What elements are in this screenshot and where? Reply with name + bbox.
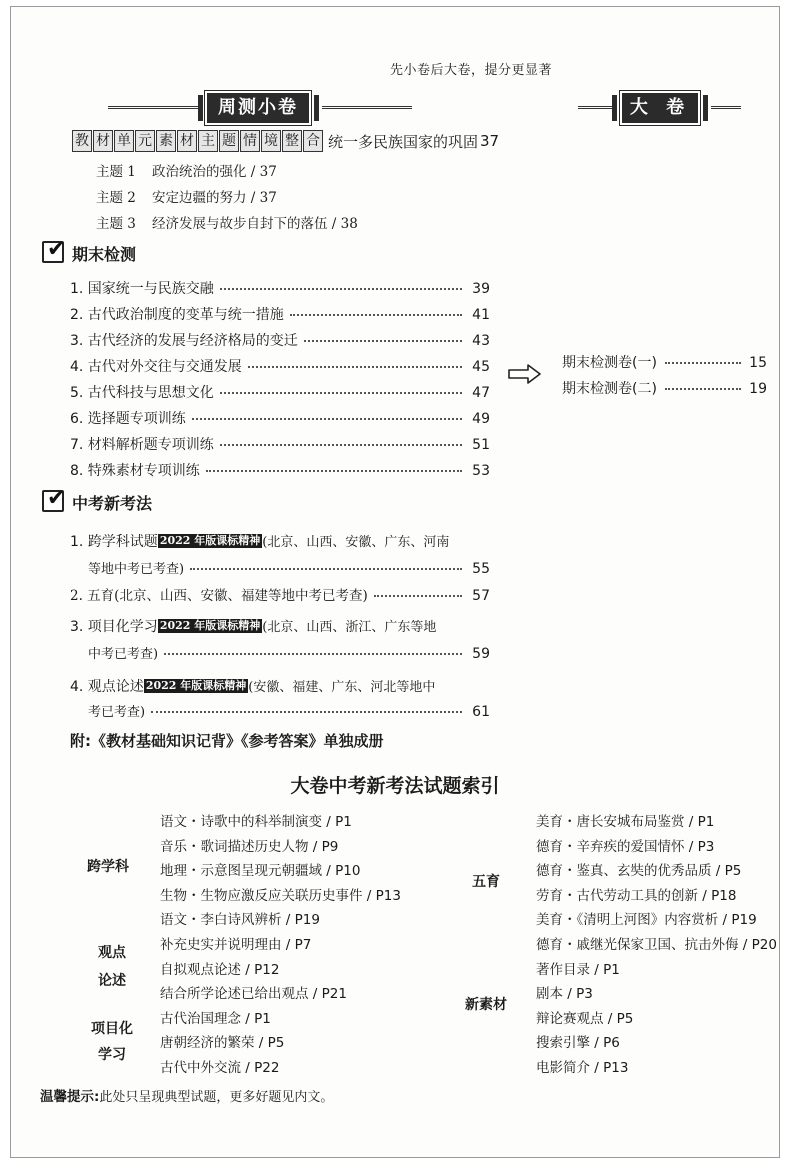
index-left-item: 语文・诗歌中的科举制演变 / P1 (160, 814, 352, 830)
checkbox-icon: ✔ (42, 241, 64, 263)
index-right-item: 美育・唐长安城布局鉴赏 / P1 (536, 814, 715, 830)
toc-item-3: 3. 古代经济的发展与经济格局的变迁 43 (70, 333, 490, 349)
index-right-item: 剧本 / P3 (536, 986, 593, 1003)
cat-project-line1: 项目化 (91, 1021, 133, 1037)
cat-viewpoint-line2: 论述 (98, 973, 126, 989)
index-left-item: 音乐・歌词描述历史人物 / P9 (160, 838, 339, 855)
zhongkao-title: 中考新考法 (72, 494, 153, 513)
banner-right-line-right (711, 106, 741, 109)
index-left-item: 结合所学论述已给出观点 / P21 (160, 986, 347, 1003)
zk-item-3-line2: 中考已考查) 59 (88, 646, 490, 662)
toc-item-7: 7. 材料解析题专项训练 51 (70, 437, 490, 453)
index-right-item: 电影简介 / P13 (536, 1060, 629, 1076)
final-volume-1: 期末检测卷(一) 15 (562, 355, 767, 371)
material-chip: 教 (72, 130, 92, 152)
topic-3: 主题 3 经济发展与故步自封下的落伍 / 38 (96, 216, 358, 232)
material-chip: 材 (93, 130, 113, 152)
toc-item-4: 4. 古代对外交往与交通发展 45 (70, 359, 490, 375)
zk-item-2: 2. 五育(北京、山西、安徽、福建等地中考已考查) 57 (70, 588, 490, 604)
material-chip: 素 (156, 130, 176, 152)
material-chip: 情 (240, 130, 260, 152)
material-chip: 合 (303, 130, 323, 152)
material-title: 统一多民族国家的巩固 (328, 132, 479, 151)
topic-1: 主题 1 政治统治的强化 / 37 (96, 164, 277, 180)
index-left-item: 地理・示意图呈现元朝疆域 / P10 (160, 863, 361, 880)
cat-project-line2: 学习 (98, 1047, 126, 1063)
banner-left-tab (198, 95, 203, 121)
index-left-item: 语文・李白诗风辨析 / P19 (160, 912, 320, 929)
material-page: 37 (480, 132, 500, 150)
cat-viewpoint-line1: 观点 (98, 945, 126, 961)
banner-left-tab-right (314, 95, 319, 121)
toc-item-1: 1. 国家统一与民族交融 39 (70, 281, 490, 297)
banner-left-line-right (322, 106, 412, 109)
zk-item-4-line1: 4. 观点论述 2022 年版课标精神 (安徽、福建、广东、河北等地中 (70, 679, 436, 695)
material-chip: 单 (114, 130, 134, 152)
material-chip: 材 (177, 130, 197, 152)
material-heading (72, 130, 499, 152)
cat-interdisciplinary: 跨学科 (87, 859, 129, 875)
tip-label: 温馨提示: (40, 1089, 100, 1105)
final-exam-title: 期末检测 (72, 245, 137, 264)
index-right-item: 美育・《清明上河图》内容赏析 / P19 (536, 912, 757, 929)
material-chips (72, 130, 324, 152)
index-right-item: 德育・辛弃疾的爱国情怀 / P3 (536, 838, 715, 855)
index-left-item: 自拟观点论述 / P12 (160, 961, 280, 978)
material-chip: 整 (282, 130, 302, 152)
toc-item-2: 2. 古代政治制度的变革与统一措施 41 (70, 307, 490, 323)
material-chip: 元 (135, 130, 155, 152)
index-right-item: 德育・鉴真、玄奘的优秀品质 / P5 (536, 863, 742, 880)
index-right-item: 德育・戚继光保家卫国、抗击外侮 / P20 (536, 937, 777, 953)
index-right-item: 著作目录 / P1 (536, 961, 620, 978)
index-right-item: 辩论赛观点 / P5 (536, 1010, 634, 1027)
right-arrow-icon (508, 363, 542, 389)
index-left-item: 古代中外交流 / P22 (160, 1060, 280, 1076)
tip-text: 此处只呈现典型试题，更多好题见内文。 (99, 1090, 334, 1105)
index-right-item: 搜索引擎 / P6 (536, 1035, 620, 1052)
banner-right-tab-right (703, 95, 708, 121)
tip (40, 1085, 333, 1105)
banner-weekly-quiz: 周测小卷 (205, 91, 311, 125)
toc-item-5: 5. 古代科技与思想文化 47 (70, 385, 490, 401)
zk-item-4-line2: 考已考查) 61 (88, 704, 490, 720)
zk-item-1-line2: 等地中考已考查) 55 (88, 561, 490, 577)
index-left-item: 古代治国理念 / P1 (160, 1010, 271, 1027)
index-left-item: 生物・生物应激反应关联历史事件 / P13 (160, 887, 401, 904)
toc-item-6: 6. 选择题专项训练 49 (70, 411, 490, 427)
zk-item-1-line1: 1. 跨学科试题 2022 年版课标精神 (北京、山西、安徽、广东、河南 (70, 534, 450, 550)
material-chip: 主 (198, 130, 218, 152)
index-title: 大卷中考新考法试题索引 (290, 775, 500, 797)
curriculum-tag: 2022 年版课标精神 (159, 534, 261, 547)
index-left-item: 唐朝经济的繁荣 / P5 (160, 1035, 285, 1052)
zk-item-3-line1: 3. 项目化学习 2022 年版课标精神 (北京、山西、浙江、广东等地 (70, 619, 437, 635)
topic-2: 主题 2 安定边疆的努力 / 37 (96, 190, 277, 206)
banner-big-volume: 大 卷 (620, 91, 700, 125)
checkbox-icon-2: ✔ (42, 490, 64, 512)
slogan: 先小卷后大卷，提分更显著 (390, 63, 553, 78)
toc-item-8: 8. 特殊素材专项训练 53 (70, 463, 490, 479)
banner-right-line (578, 106, 612, 109)
material-chip: 题 (219, 130, 239, 152)
index-right-item: 劳育・古代劳动工具的创新 / P18 (536, 887, 737, 904)
banner-left-line (108, 106, 198, 109)
material-chip: 境 (261, 130, 281, 152)
final-volume-2: 期末检测卷(二) 19 (562, 381, 767, 397)
index-left-item: 补充史实并说明理由 / P7 (160, 937, 312, 953)
cat-five-education: 五育 (472, 874, 500, 890)
cat-new-material: 新素材 (465, 997, 507, 1013)
appendix-note: 附:《教材基础知识记背》《参考答案》单独成册 (70, 732, 384, 750)
banner-right-tab (612, 95, 617, 121)
